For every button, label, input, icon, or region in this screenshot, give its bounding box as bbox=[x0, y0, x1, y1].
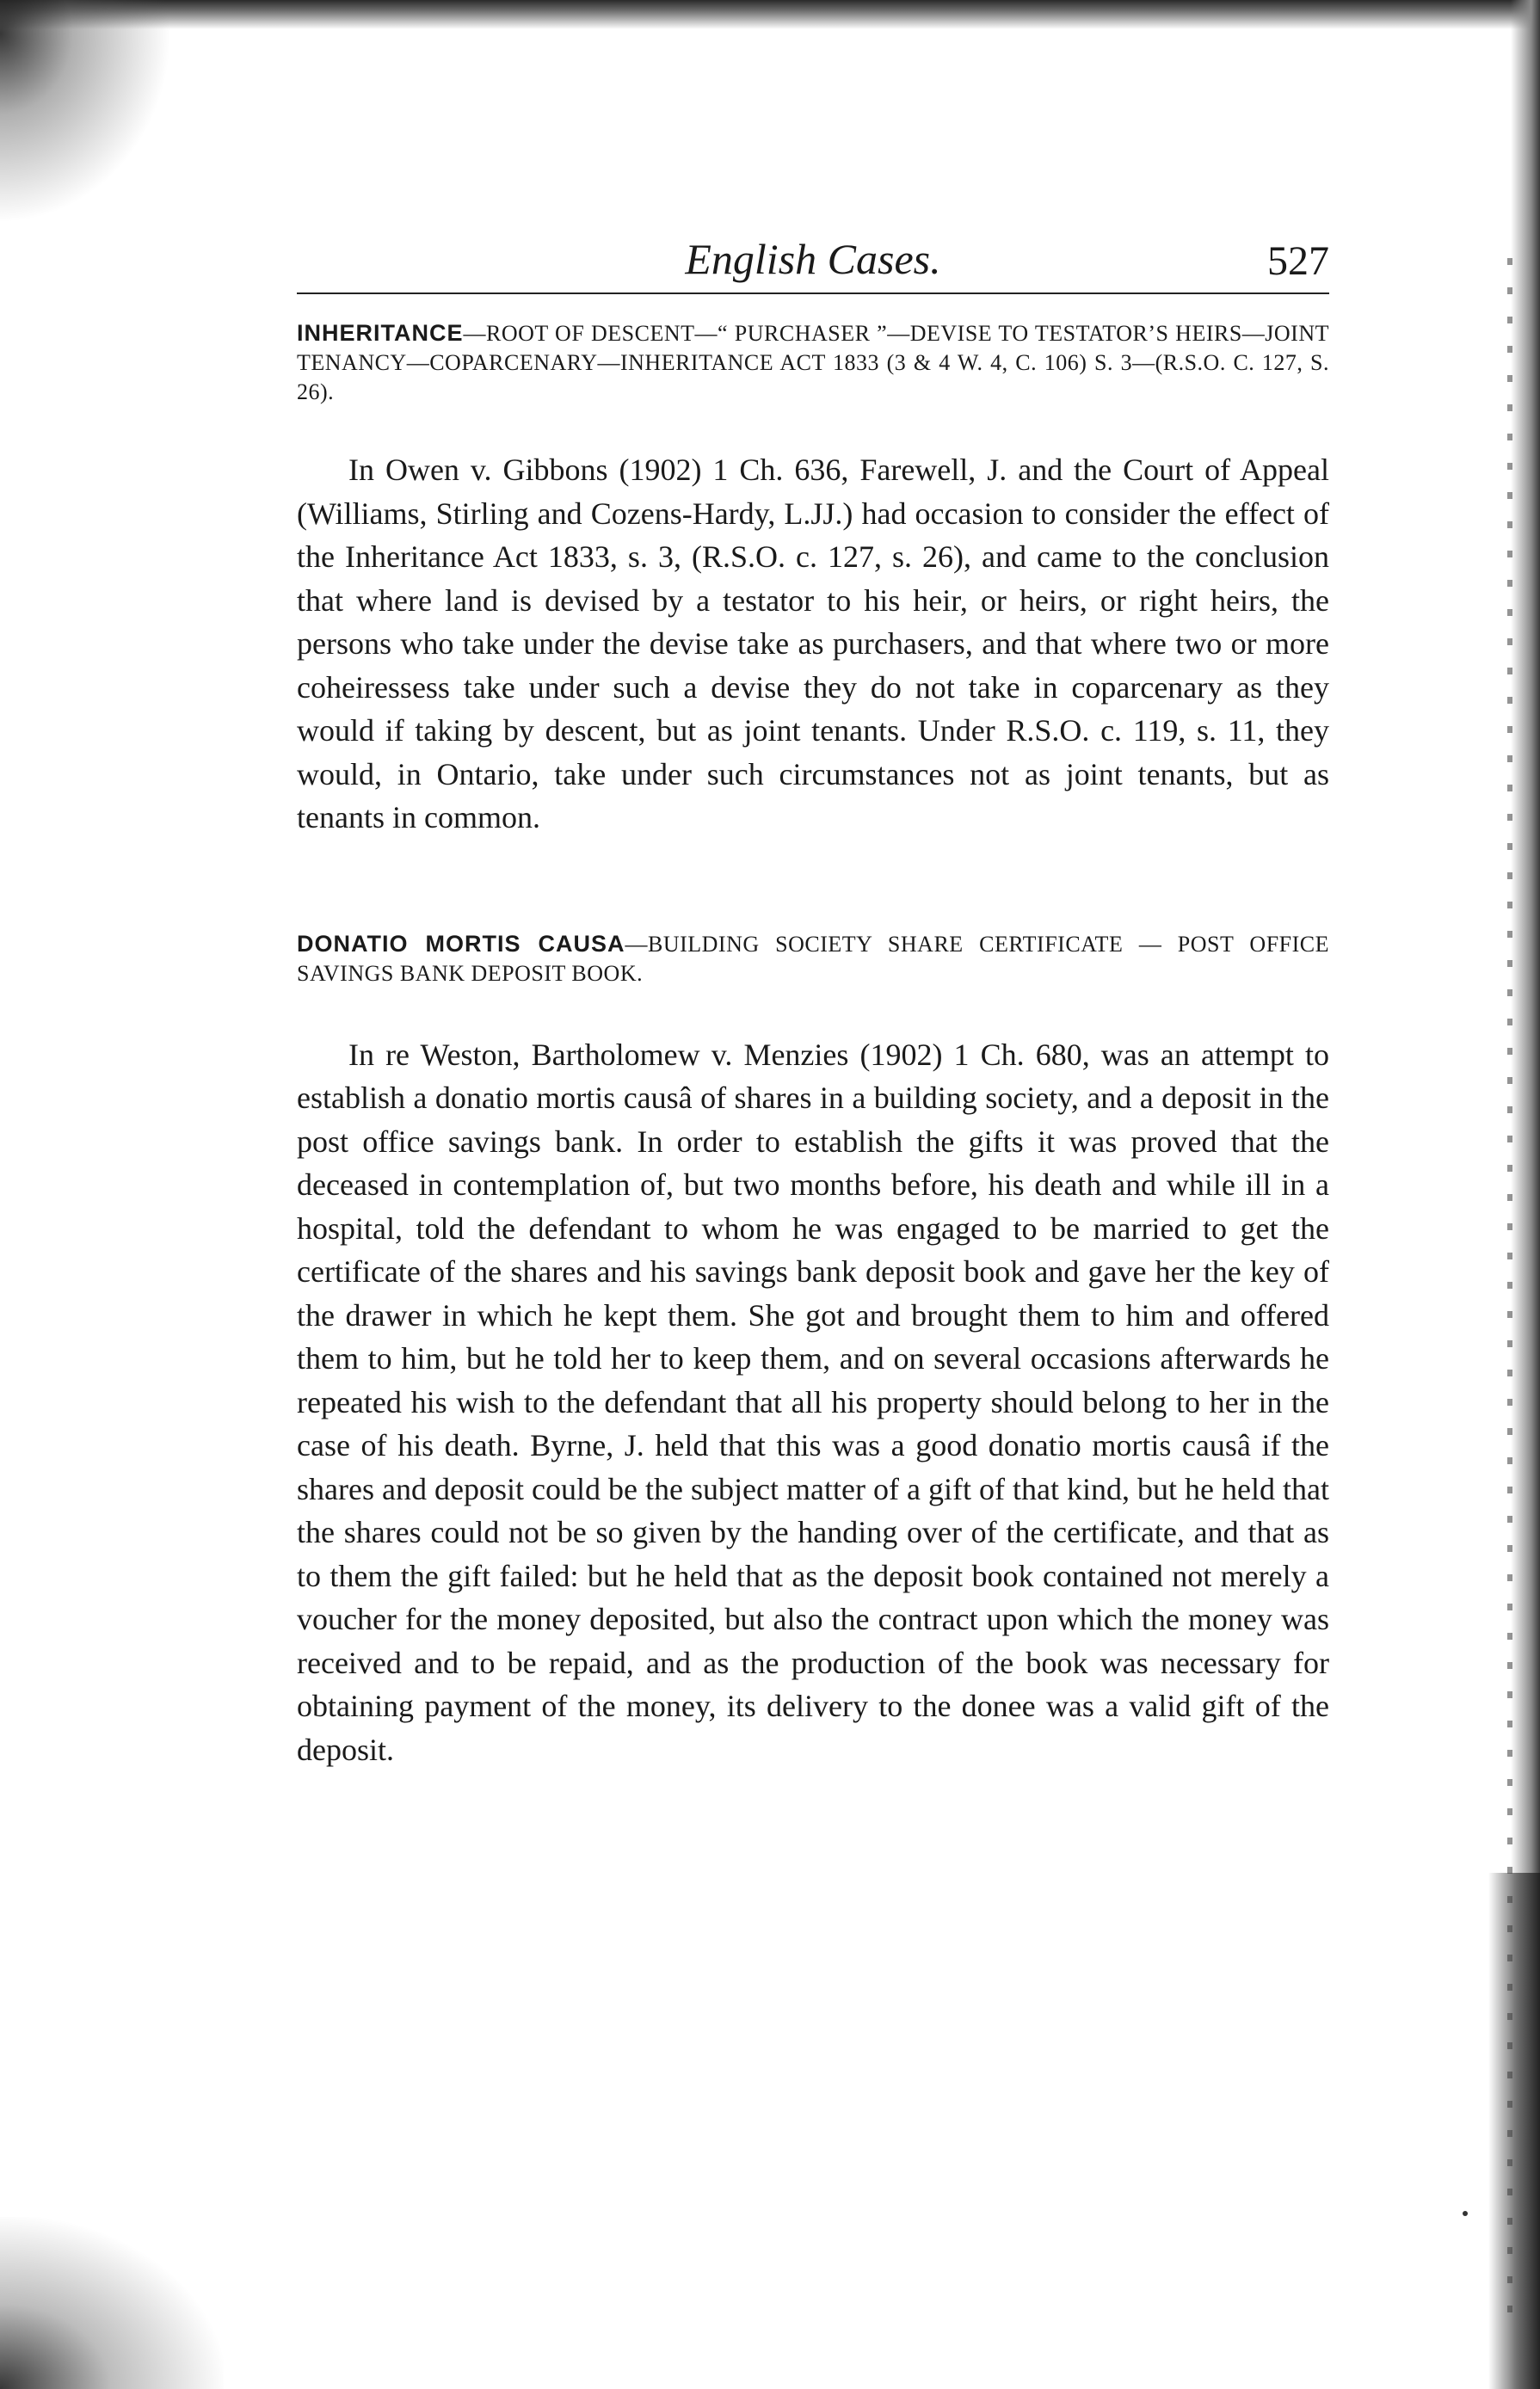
section-body-inheritance: In Owen v. Gibbons (1902) 1 Ch. 636, Farewell, J. and the Court of Appeal (Williams, Stirling and Cozens-Hardy, L.JJ.) had occasion to consider the effect of the Inheritance Act 1833, s. 3, (R.S.O. c. 127, s. 26), and came to the conclusion that where land is devised by a testator to his heir, or heirs, or right heirs, the persons who take under the devise take as purchasers, and that where two or more coheiressess take under such a devise they do not take in coparcenary as they would if taking by descent, but as joint tenants. Under R.S.O. c. 119, s. 11, they would, in Ontario, take under such circumstances not as joint tenants, but as tenants in common. bbox=[297, 453, 1329, 834]
section-caption: INHERITANCE bbox=[297, 320, 464, 346]
running-title: English Cases. bbox=[685, 235, 941, 283]
section-caption: DONATIO MORTIS CAUSA bbox=[297, 930, 625, 957]
scan-edge-top bbox=[0, 0, 1540, 29]
document-page bbox=[297, 232, 1329, 1771]
headnote-text: —ROOT OF DESCENT—“ PURCHASER ”—DEVISE TO TESTATOR’S HEIRS—JOINT TENANCY—COPARCENARY—INHERITANCE ACT 1833 (3 & 4 W. 4, C. 106) S. 3—(R.S.O. C. 127, S. 26). bbox=[297, 321, 1329, 404]
scan-margin-marks bbox=[1507, 258, 1512, 2323]
section-headnote-inheritance bbox=[297, 318, 1329, 407]
running-head bbox=[297, 232, 1329, 294]
scan-shadow-top-left bbox=[0, 0, 172, 224]
scan-shadow-bottom-right bbox=[1488, 1873, 1540, 2389]
page-number: 527 bbox=[1267, 238, 1329, 284]
section-body-donatio: In re Weston, Bartholomew v. Menzies (1902) 1 Ch. 680, was an attempt to establish a donatio mortis causâ of shares in a building society, and a deposit in the post office savings bank. In order to establish the gifts it was proved that the deceased in contemplation of, but two months before, his death and while ill in a hospital, told the defendant to whom he was engaged to be married to get the certificate of the shares and his savings bank deposit book and gave her the key of the drawer in which he kept them. She got and brought them to him and offered them to him, but he told her to keep them, and on several occasions afterwards he repeated his wish to the defendant that all his property should belong to her in the case of his death. Byrne, J. held that this was a good donatio mortis causâ if the shares and deposit could be the subject matter of a gift of that kind, but he held that the shares could not be so given by the handing over of the certificate, and that as to them the gift failed: but he held that as the deposit book contained not merely a voucher for the money deposited, but also the contract upon which the money was received and to be repaid, and as the production of the book was necessary for obtaining payment of the money, its delivery to the donee was a valid gift of the deposit. bbox=[297, 1037, 1329, 1767]
scan-shadow-bottom-left bbox=[0, 2217, 224, 2389]
section-headnote-donatio bbox=[297, 929, 1329, 988]
section-gap bbox=[297, 840, 1329, 905]
scan-speck bbox=[1463, 2211, 1468, 2216]
headnote-text: —BUILDING SOCIETY SHARE CERTIFICATE — POST OFFICE SAVINGS BANK DEPOSIT BOOK. bbox=[297, 931, 1329, 986]
